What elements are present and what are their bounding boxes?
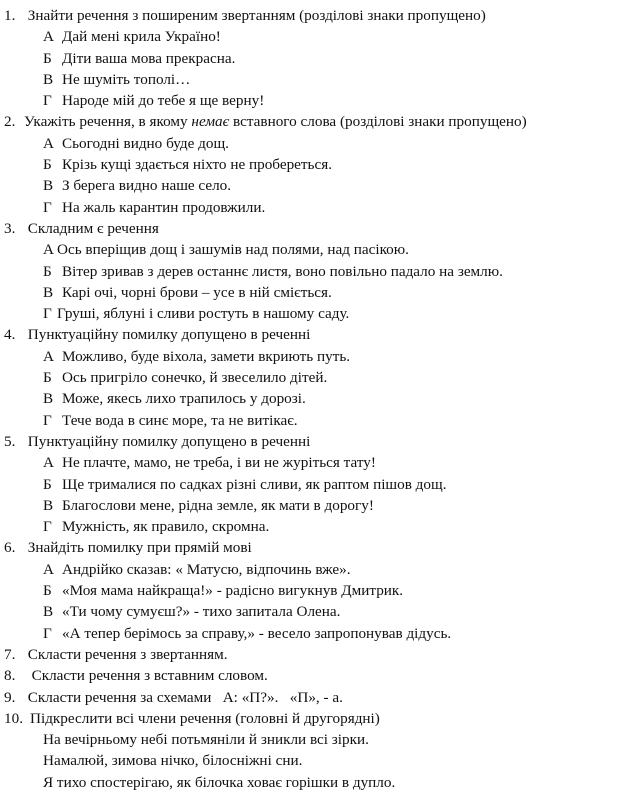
question-text-after: вставного слова (розділові знаки пропущено) bbox=[229, 113, 527, 131]
option-a bbox=[0, 239, 619, 260]
option-v bbox=[0, 175, 619, 196]
option-text: На жаль карантин продовжили. bbox=[62, 198, 266, 216]
option-text: Тече вода в синє море, та не витікає. bbox=[62, 411, 298, 429]
option-b bbox=[0, 48, 619, 69]
option-letter: А bbox=[43, 560, 54, 578]
option-text: Може, якесь лихо трапилось у дорозі. bbox=[62, 390, 306, 408]
question-text-emphasis: немає bbox=[191, 113, 230, 131]
option-letter: В bbox=[43, 283, 54, 301]
option-text: Ще трималися по садках різні сливи, як раптом пішов дощ. bbox=[62, 475, 447, 493]
option-letter: Б bbox=[43, 582, 52, 600]
option-a bbox=[0, 452, 619, 473]
option-letter: А bbox=[43, 454, 54, 472]
question-number: 6. bbox=[4, 539, 16, 557]
question-8 bbox=[0, 665, 619, 686]
option-letter: В bbox=[43, 496, 54, 514]
question-6 bbox=[0, 537, 619, 558]
question-number: 2. bbox=[4, 113, 16, 131]
question-text: Підкреслити всі члени речення (головні й другорядні) bbox=[30, 709, 380, 727]
option-text: Мужність, як правило, скромна. bbox=[62, 518, 270, 536]
option-letter: Б bbox=[43, 262, 52, 280]
question-10 bbox=[0, 708, 619, 729]
option-b bbox=[0, 154, 619, 175]
option-text: Ось пригріло сонечко, й звеселило дітей. bbox=[62, 369, 328, 387]
option-letter: В bbox=[43, 70, 54, 88]
option-text: Карі очі, чорні брови – усе в ній сміється. bbox=[62, 283, 332, 301]
option-text: Андрійко сказав: « Матусю, відпочинь вже». bbox=[62, 560, 351, 578]
sentence-3: Я тихо спостерігаю, як білочка ховає горішки в дупло. bbox=[43, 773, 396, 791]
option-h bbox=[0, 90, 619, 111]
question-text: Скласти речення з звертанням. bbox=[27, 645, 228, 663]
option-letter: В bbox=[43, 390, 54, 408]
option-letter: Б bbox=[43, 475, 52, 493]
option-text: Діти ваша мова прекрасна. bbox=[62, 49, 236, 67]
sentence-1: На вечірньому небі потьмяніли й зникли всі зірки. bbox=[43, 731, 369, 749]
option-text: З берега видно наше село. bbox=[62, 177, 232, 195]
option-h bbox=[0, 303, 619, 324]
option-text: Вітер зривав з дерев останнє листя, воно повільно падало на землю. bbox=[62, 262, 503, 280]
question-9 bbox=[0, 687, 619, 708]
question-number: 4. bbox=[4, 326, 16, 344]
option-text: Не шуміть тополі… bbox=[62, 70, 191, 88]
option-letter: Б bbox=[43, 156, 52, 174]
option-text: Народе мій до тебе я ще верну! bbox=[62, 92, 265, 110]
option-b bbox=[0, 474, 619, 495]
option-letter: В bbox=[43, 603, 54, 621]
option-letter: Г bbox=[43, 305, 52, 323]
option-text: Груші, яблуні і сливи ростуть в нашому саду. bbox=[57, 305, 350, 323]
option-a bbox=[0, 559, 619, 580]
option-text: Ось вперіщив дощ і зашумів над полями, над пасікою. bbox=[57, 241, 409, 259]
option-v bbox=[0, 69, 619, 90]
option-letter: Б bbox=[43, 49, 52, 67]
option-v bbox=[0, 388, 619, 409]
question-number: 10. bbox=[4, 709, 23, 727]
question-number: 3. bbox=[4, 219, 16, 237]
question-text: Складним є речення bbox=[27, 219, 159, 237]
option-letter: Г bbox=[43, 624, 52, 642]
option-text: Можливо, буде віхола, замети вкриють путь. bbox=[62, 347, 351, 365]
option-letter: Г bbox=[43, 92, 52, 110]
question-4 bbox=[0, 324, 619, 345]
option-letter: А bbox=[43, 241, 54, 259]
question-1 bbox=[0, 5, 619, 26]
option-letter: А bbox=[43, 347, 54, 365]
question-3 bbox=[0, 218, 619, 239]
question-text: Скласти речення за схемами А: «П?». «П», - а. bbox=[27, 688, 343, 706]
option-text: Не плачте, мамо, не треба, і ви не журіться тату! bbox=[62, 454, 376, 472]
option-b bbox=[0, 261, 619, 282]
option-h bbox=[0, 516, 619, 537]
question-7 bbox=[0, 644, 619, 665]
option-letter: А bbox=[43, 134, 54, 152]
question-5 bbox=[0, 431, 619, 452]
option-text: «А тепер берімось за справу,» - весело запропонував дідусь. bbox=[62, 624, 452, 642]
option-h bbox=[0, 410, 619, 431]
option-b bbox=[0, 580, 619, 601]
question-text: Пунктуаційну помилку допущено в реченні bbox=[27, 432, 311, 450]
sentence-2: Намалюй, зимова нічко, білосніжні сни. bbox=[43, 752, 303, 770]
option-letter: Г bbox=[43, 198, 52, 216]
option-text: Благослови мене, рідна земле, як мати в дорогу! bbox=[62, 496, 374, 514]
question-text-before: Укажіть речення, в якому bbox=[24, 113, 192, 131]
question-text: Знайдіть помилку при прямій мові bbox=[27, 539, 252, 557]
option-text: Дай мені крила Україно! bbox=[62, 28, 221, 46]
option-text: Крізь кущі здається ніхто не пробереться. bbox=[62, 156, 332, 174]
question-number: 1. bbox=[4, 7, 16, 24]
option-v bbox=[0, 495, 619, 516]
question-text: Знайти речення з поширеним звертанням (розділові знаки пропущено) bbox=[27, 7, 486, 24]
option-a bbox=[0, 133, 619, 154]
option-letter: Г bbox=[43, 518, 52, 536]
question-text: Пунктуаційну помилку допущено в реченні bbox=[27, 326, 311, 344]
option-text: «Моя мама найкраща!» - радісно вигукнув Дмитрик. bbox=[62, 582, 404, 600]
option-a bbox=[0, 26, 619, 47]
option-v bbox=[0, 282, 619, 303]
question-text: Скласти речення з вставним словом. bbox=[27, 667, 268, 685]
option-letter: А bbox=[43, 28, 54, 46]
option-letter: Г bbox=[43, 411, 52, 429]
question-number: 5. bbox=[4, 432, 16, 450]
option-text: Сьогодні видно буде дощ. bbox=[62, 134, 229, 152]
question-2 bbox=[0, 111, 619, 132]
question-number: 9. bbox=[4, 688, 16, 706]
option-text: «Ти чому сумуєш?» - тихо запитала Олена. bbox=[62, 603, 341, 621]
option-h bbox=[0, 623, 619, 644]
option-v bbox=[0, 601, 619, 622]
option-letter: Б bbox=[43, 369, 52, 387]
option-b bbox=[0, 367, 619, 388]
question-number: 7. bbox=[4, 645, 16, 663]
option-letter: В bbox=[43, 177, 54, 195]
option-a bbox=[0, 346, 619, 367]
question-number: 8. bbox=[4, 667, 16, 685]
option-h bbox=[0, 197, 619, 218]
